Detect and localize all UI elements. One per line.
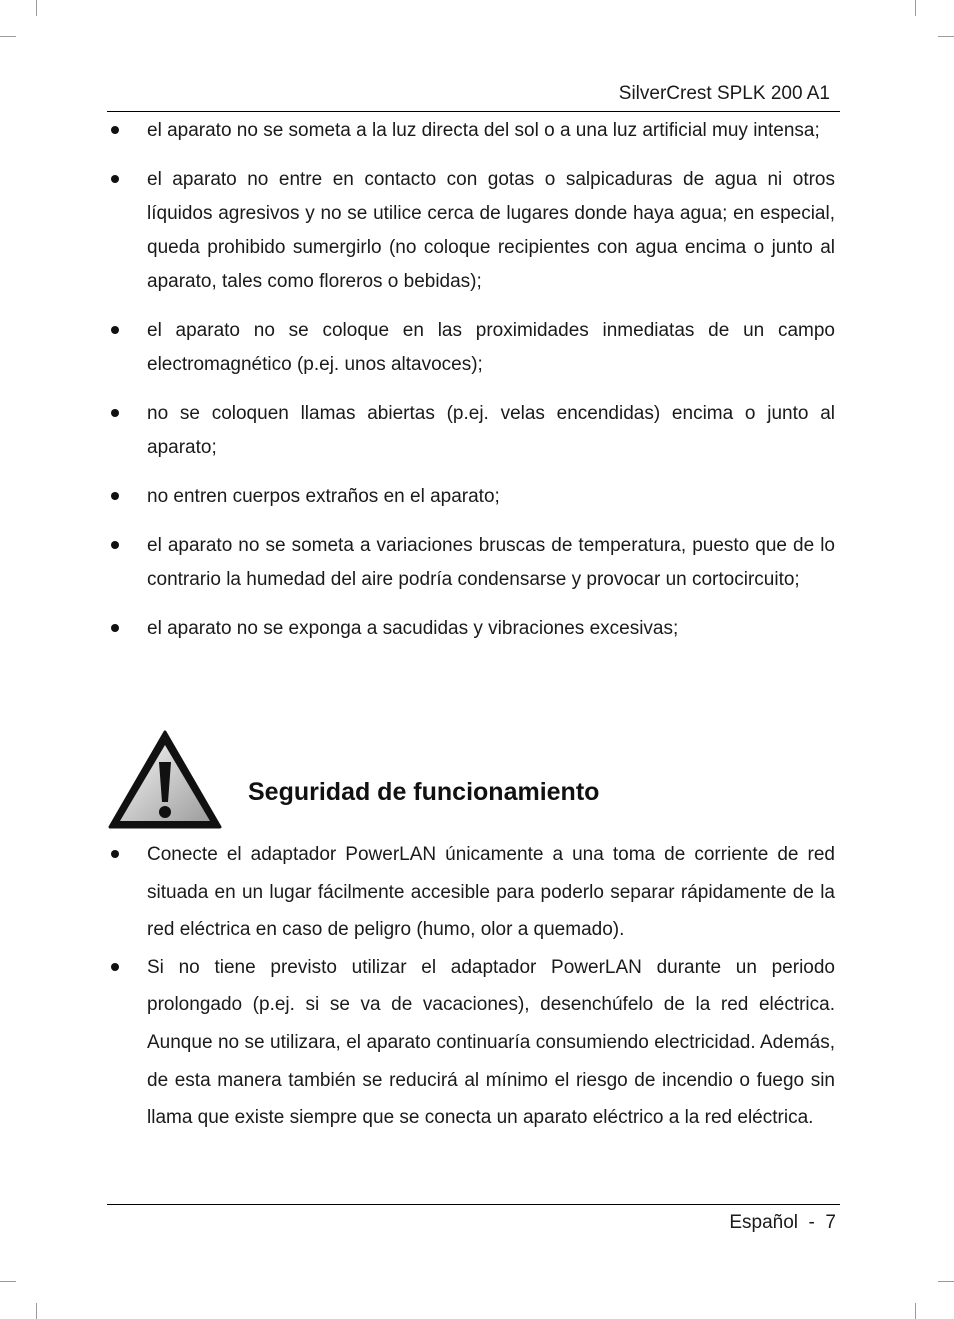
- list-item: [0, 836, 954, 949]
- bullet-icon: [111, 850, 119, 858]
- list-item: [0, 480, 954, 514]
- list-item-text: el aparato no se exponga a sacudidas y vibraciones excesivas;: [147, 618, 679, 639]
- crop-mark: [36, 1303, 37, 1319]
- footer-rule: [107, 1204, 840, 1205]
- bullet-icon: [111, 326, 119, 334]
- list-item: [0, 314, 954, 382]
- bullet-icon: [111, 409, 119, 417]
- bullet-icon: [111, 492, 119, 500]
- crop-mark: [938, 1281, 954, 1282]
- list-item: [0, 529, 954, 597]
- warning-triangle-icon: [108, 730, 222, 830]
- list-item-text: el aparato no se someta a variaciones bruscas de temperatura, puesto que de lo contrario la humedad del aire podría condensarse y provocar un cortocircuito;: [147, 535, 835, 590]
- crop-mark: [915, 1303, 916, 1319]
- safety-list-bottom: [0, 836, 954, 1137]
- list-item-text: no se coloquen llamas abiertas (p.ej. velas encendidas) encima o junto al aparato;: [147, 403, 835, 458]
- list-item: [0, 612, 954, 646]
- crop-mark: [0, 1281, 16, 1282]
- list-item-text: Si no tiene previsto utilizar el adaptador PowerLAN durante un periodo prolongado (p.ej. si se va de vacaciones), desenchúfelo de la red eléctrica. Aunque no se utilizara, el aparato continuaría consumiendo electricidad. Además, de esta manera también se reducirá al mínimo el riesgo de incendio o fuego sin llama que existe siempre que se conecta un aparato eléctrico a la red eléctrica.: [147, 956, 835, 1129]
- list-item: [0, 949, 954, 1137]
- list-item-text: el aparato no se someta a la luz directa del sol o a una luz artificial muy intensa;: [147, 120, 820, 141]
- crop-mark: [915, 0, 916, 16]
- running-header: SilverCrest SPLK 200 A1: [618, 83, 830, 104]
- list-item-text: no entren cuerpos extraños en el aparato;: [147, 486, 500, 507]
- bullet-icon: [111, 175, 119, 183]
- list-item-text: el aparato no se coloque en las proximidades inmediatas de un campo electromagnético (p.ej. unos altavoces);: [147, 320, 835, 375]
- bullet-icon: [111, 126, 119, 134]
- list-item: [0, 163, 954, 299]
- bullet-icon: [111, 963, 119, 971]
- crop-mark: [938, 36, 954, 37]
- list-item: [0, 114, 954, 148]
- list-item-text: el aparato no entre en contacto con gotas o salpicaduras de agua ni otros líquidos agresivos y no se utilice cerca de lugares donde haya agua; en especial, queda prohibido sumergirlo (no coloque recipientes con agua encima o junto al aparato, tales como floreros o bebidas);: [147, 169, 835, 292]
- bullet-icon: [111, 624, 119, 632]
- header-rule: [107, 111, 840, 112]
- page-number: Español - 7: [729, 1212, 836, 1233]
- bullet-icon: [111, 541, 119, 549]
- safety-list-top: [0, 114, 954, 661]
- section-title: Seguridad de funcionamiento: [248, 778, 600, 806]
- crop-mark: [36, 0, 37, 16]
- list-item-text: Conecte el adaptador PowerLAN únicamente a una toma de corriente de red situada en un lugar fácilmente accesible para poderlo separar rápidamente de la red eléctrica en caso de peligro (humo, olor a quemado).: [147, 844, 835, 941]
- crop-mark: [0, 36, 16, 37]
- list-item: [0, 397, 954, 465]
